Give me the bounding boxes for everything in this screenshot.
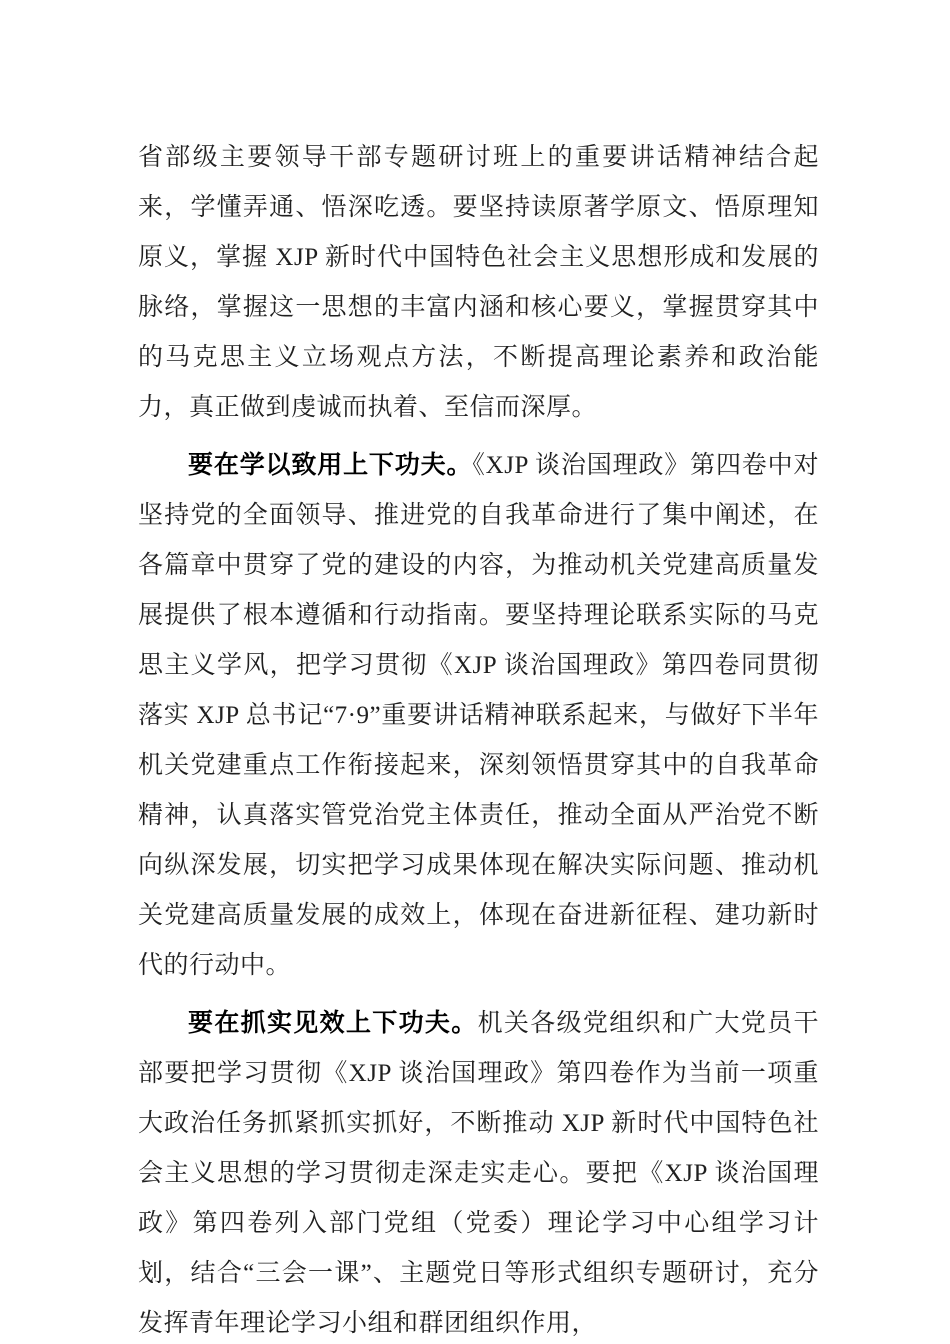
paragraph [138,999,819,1344]
paragraph-lead-bold: 要在抓实见效上下功夫。 [188,1010,478,1037]
paragraph-text: 《XJP 谈治国理政》第四卷中对坚持党的全面领导、推进党的自我革命进行了集中阐述，在各篇章中贯穿了党的建设的内容，为推动机关党建高质量发展提供了根本遵循和行动指南。要坚持理论联系实际的马克思主义学风，把学习贯彻《XJP 谈治国理政》第四卷同贯彻落实 XJP 总书记“7·9”重要讲话精神联系起来，与做好下半年机关党建重点工作衔接起来，深刻领悟贯穿其中的自我革命精神，认真落实管党治党主体责任，推动全面从严治党不断向纵深发展，切实把学习成果体现在解决实际问题、推动机关党建高质量发展的成效上，体现在奋进新征程、建功新时代的行动中。 [138,452,819,979]
paragraph-text: 机关各级党组织和广大党员干部要把学习贯彻《XJP 谈治国理政》第四卷作为当前一项重大政治任务抓紧抓实抓好，不断推动 XJP 新时代中国特色社会主义思想的学习贯彻走深走实走心。要把《XJP 谈治国理政》第四卷列入部门党组（党委）理论学习中心组学习计划，结合“三会一课”、主题党日等形式组织专题研讨，充分发挥青年理论学习小组和群团组织作用， [138,1010,819,1337]
paragraph-lead-bold: 要在学以致用上下功夫。 [188,452,473,479]
paragraph [138,133,819,433]
paragraph [138,441,819,991]
paragraph-text: 省部级主要领导干部专题研讨班上的重要讲话精神结合起来，学懂弄通、悟深吃透。要坚持读原著学原文、悟原理知原义，掌握 XJP 新时代中国特色社会主义思想形成和发展的脉络，掌握这一思想的丰富内涵和核心要义，掌握贯穿其中的马克思主义立场观点方法，不断提高理论素养和政治能力，真正做到虔诚而执着、至信而深厚。 [138,144,819,421]
document-body [138,133,819,1344]
